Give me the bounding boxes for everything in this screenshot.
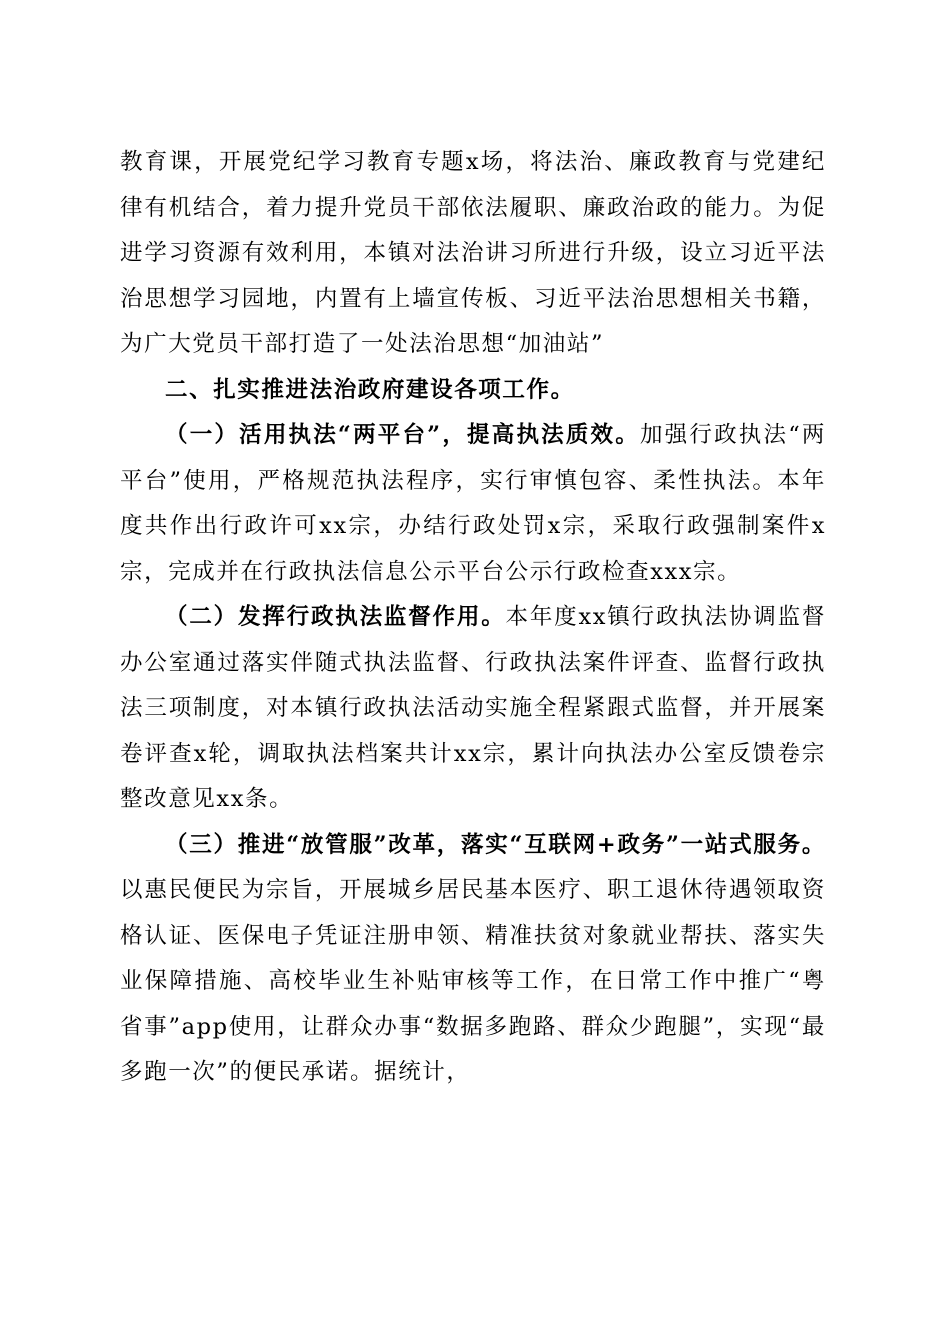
paragraph-service-reform bbox=[120, 823, 826, 1096]
subheading-3: （三）推进“放管服”改革，落实“互联网+政务”一站式服务。 bbox=[165, 831, 826, 858]
subheading-2: （二）发挥行政执法监督作用。 bbox=[165, 604, 506, 630]
paragraph-body-3: 以惠民便民为宗旨，开展城乡居民基本医疗、职工退休待遇领取资格认证、医保电子凭证注册申领、精准扶贫对象就业帮扶、落实失业保障措施、高校毕业生补贴审核等工作，在日常工作中推广“粤省事”app使用，让群众办事“数据多跑路、群众少跑腿”，实现“最多跑一次”的便民承诺。据统计， bbox=[120, 877, 826, 1085]
paragraph-body-1: 加强行政执法“两平台”使用，严格规范执法程序，实行审慎包容、柔性执法。本年度共作出行政许可xx宗，办结行政处罚x宗，采取行政强制案件x宗，完成并在行政执法信息公示平台公示行政检查xxx宗。 bbox=[120, 422, 826, 585]
subheading-1: （一）活用执法“两平台”，提高执法质效。 bbox=[165, 422, 640, 448]
paragraph-legal-education: 教育课，开展党纪学习教育专题x场，将法治、廉政教育与党建纪律有机结合，着力提升党员干部依法履职、廉政治政的能力。为促进学习资源有效利用，本镇对法治讲习所进行升级，设立习近平法治思想学习园地，内置有上墙宣传板、习近平法治思想相关书籍，为广大党员干部打造了一处法治思想“加油站” bbox=[120, 149, 826, 357]
section-heading-2: 二、扎实推进法治政府建设各项工作。 bbox=[165, 376, 575, 403]
paragraph-law-enforcement-platforms bbox=[120, 413, 826, 595]
paragraph-body-2: 本年度xx镇行政执法协调监督办公室通过落实伴随式执法监督、行政执法案件评查、监督行政执法三项制度，对本镇行政执法活动实施全程紧跟式监督，并开展案卷评查x轮，调取执法档案共计xx宗，累计向执法办公室反馈卷宗整改意见xx条。 bbox=[120, 604, 826, 812]
document-body bbox=[120, 140, 826, 1096]
paragraph-enforcement-supervision bbox=[120, 595, 826, 823]
